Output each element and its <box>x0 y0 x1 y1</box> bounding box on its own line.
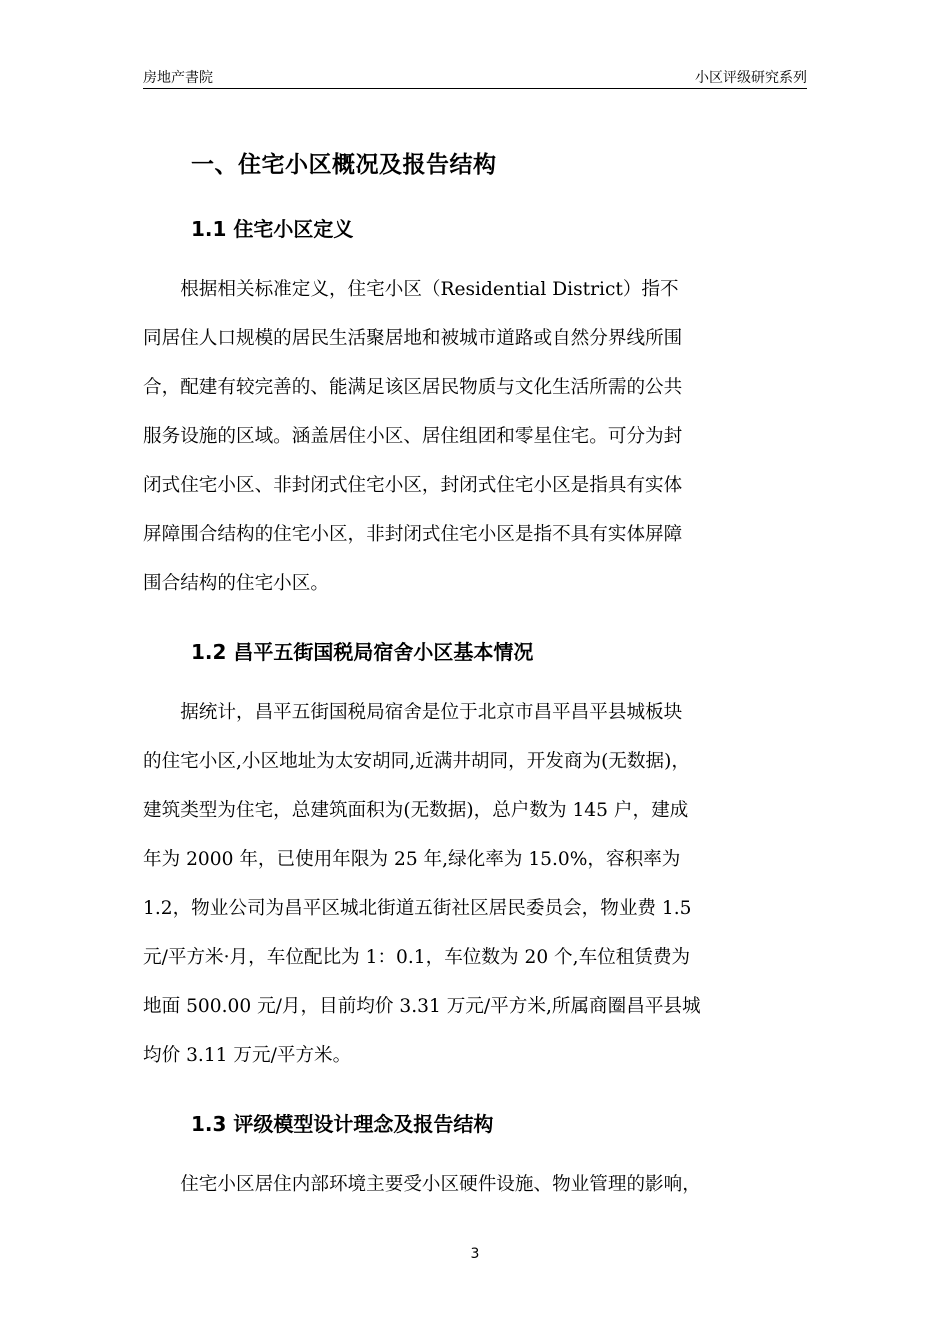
section-1-2-paragraph <box>143 688 807 1080</box>
text-line: 服务设施的区域。涵盖居住小区、居住组团和零星住宅。可分为封 <box>143 426 683 447</box>
text-line: 据统计，昌平五街国税局宿舍是位于北京市昌平昌平县城板块 <box>143 702 683 723</box>
text-line: 屏障围合结构的住宅小区，非封闭式住宅小区是指不具有实体屏障 <box>143 524 683 545</box>
text-line: 合，配建有较完善的、能满足该区居民物质与文化生活所需的公共 <box>143 377 683 398</box>
section-title-1-1: 1.1 住宅小区定义 <box>191 217 354 241</box>
section-1-1-paragraph <box>143 265 807 608</box>
page-header <box>143 66 807 89</box>
section-1-3-paragraph <box>143 1160 807 1209</box>
text-line: 元/平方米·月，车位配比为 1：0.1，车位数为 20 个,车位租赁费为 <box>143 947 691 968</box>
header-series: 小区评级研究系列 <box>695 70 807 86</box>
text-line: 住宅小区居住内部环境主要受小区硬件设施、物业管理的影响， <box>143 1174 701 1195</box>
text-line: 根据相关标准定义，住宅小区（Residential District）指不 <box>143 279 679 300</box>
header-publisher: 房地产書院 <box>143 70 213 86</box>
text-line: 建筑类型为住宅，总建筑面积为(无数据)，总户数为 145 户，建成 <box>143 800 689 821</box>
text-line: 地面 500.00 元/月，目前均价 3.31 万元/平方米,所属商圈昌平县城 <box>143 996 701 1017</box>
text-line: 闭式住宅小区、非封闭式住宅小区，封闭式住宅小区是指具有实体 <box>143 475 683 496</box>
text-line: 1.2，物业公司为昌平区城北街道五街社区居民委员会，物业费 1.5 <box>143 898 692 919</box>
text-line: 年为 2000 年，已使用年限为 25 年,绿化率为 15.0%，容积率为 <box>143 849 681 870</box>
page-number: 3 <box>470 1246 480 1262</box>
text-line: 围合结构的住宅小区。 <box>143 573 329 594</box>
section-title-1-2: 1.2 昌平五街国税局宿舍小区基本情况 <box>191 640 534 664</box>
chapter-title: 一、住宅小区概况及报告结构 <box>191 152 497 178</box>
text-line: 的住宅小区,小区地址为太安胡同,近满井胡同，开发商为(无数据)， <box>143 751 690 772</box>
text-line: 同居住人口规模的居民生活聚居地和被城市道路或自然分界线所围 <box>143 328 683 349</box>
section-title-1-3: 1.3 评级模型设计理念及报告结构 <box>191 1112 494 1136</box>
text-line: 均价 3.11 万元/平方米。 <box>143 1045 352 1066</box>
